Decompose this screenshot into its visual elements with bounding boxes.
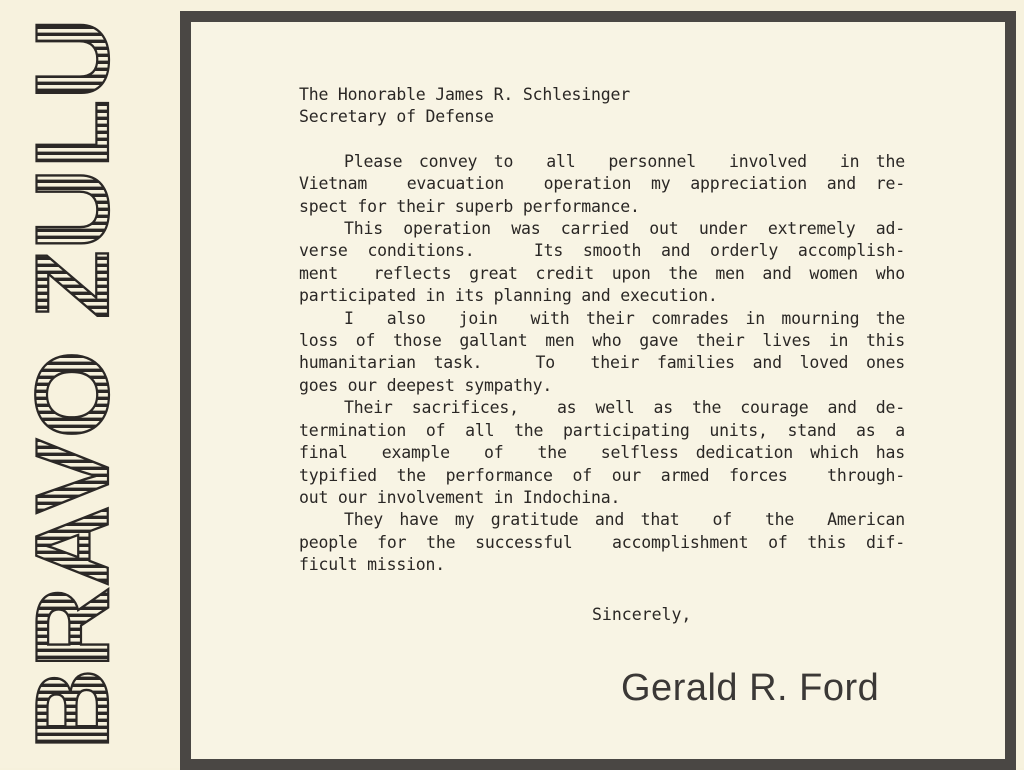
paragraph-3 — [299, 308, 905, 398]
bravo-zulu-logo — [15, 10, 131, 755]
letter-line: termination of all the participating units, stand as a — [299, 420, 905, 440]
letter-line: participated in its planning and execution. — [299, 286, 718, 306]
signature: Gerald R. Ford — [621, 667, 880, 709]
letter-line: Their sacrifices, as well as the courage and de- — [344, 398, 905, 418]
closing-salutation: Sincerely, — [592, 605, 692, 624]
letter-line: Vietnam evacuation operation my appreciation and re- — [299, 174, 905, 194]
letter-line: goes our deepest sympathy. — [299, 375, 553, 395]
svg-text:BRAVO ZULU: BRAVO ZULU — [15, 75, 131, 750]
paragraph-2 — [299, 218, 905, 308]
letter-line: ficult mission. — [299, 555, 446, 575]
letter-line: humanitarian task. To their families and loved ones — [299, 353, 905, 373]
letter-line: ment reflects great credit upon the men and women who — [299, 263, 905, 283]
letter-line: out our involvement in Indochina. — [299, 487, 621, 507]
paragraph-4 — [299, 397, 905, 509]
paragraph-5 — [299, 509, 905, 576]
bravo-zulu-banner — [15, 10, 131, 755]
letter-line: I also join with their comrades in mourning the — [344, 308, 905, 328]
paragraph-1 — [299, 151, 905, 218]
letter-line: final example of the selfless dedication which has — [299, 443, 905, 463]
letter-line: They have my gratitude and that of the American — [344, 510, 905, 530]
addressee-name: The Honorable James R. Schlesinger — [299, 85, 630, 104]
addressee-block — [299, 84, 905, 129]
letter-line: typified the performance of our armed forces through- — [299, 465, 905, 485]
addressee-title: Secretary of Defense — [299, 107, 494, 127]
letter-line: loss of those gallant men who gave their lives in this — [299, 331, 905, 351]
letter-line: spect for their superb performance. — [299, 196, 640, 216]
letter-body — [299, 84, 905, 577]
letter-line: This operation was carried out under extremely ad- — [344, 219, 905, 239]
letter-line: people for the successful accomplishment of this dif- — [299, 532, 905, 552]
letter-frame — [180, 11, 1016, 770]
letter-line: verse conditions. Its smooth and orderly accomplish- — [299, 241, 905, 261]
letter-line: Please convey to all personnel involved in the — [344, 151, 905, 171]
